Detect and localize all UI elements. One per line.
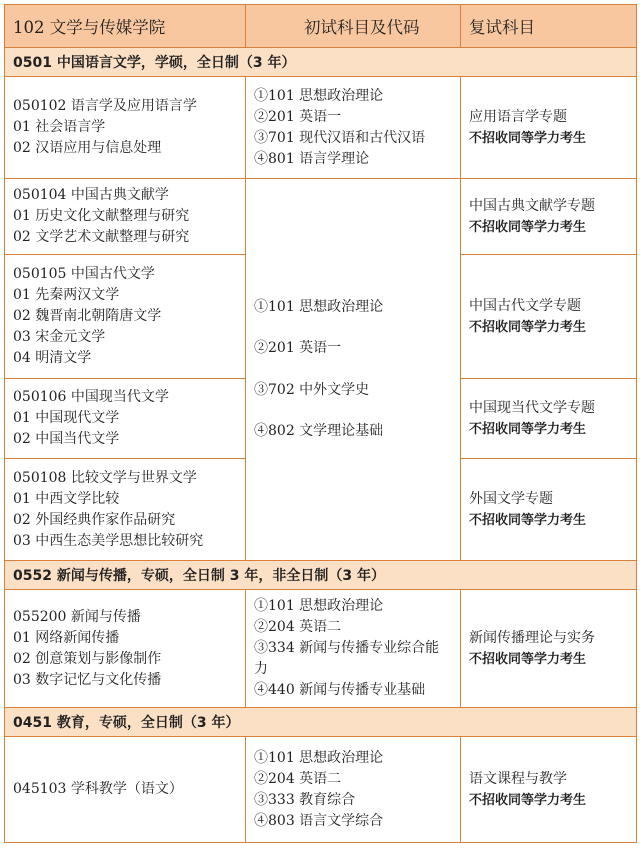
retest-subject: 外国文学专题 — [469, 490, 553, 507]
exam-subject: ③334 新闻与传播专业综合能力 — [254, 640, 440, 677]
retest-subject: 语文课程与教学 — [469, 770, 567, 787]
section-header-0451 — [5, 708, 637, 737]
exam-subject: ④440 新闻与传播专业基础 — [254, 682, 426, 698]
retest-subject: 中国现当代文学专题 — [469, 399, 595, 416]
major-code-name: 050105 中国古代文学 — [13, 266, 155, 282]
table-row — [5, 179, 637, 255]
exam-subject: ①101 思想政治理论 — [254, 598, 384, 614]
retest-subject: 中国古典文献学专题 — [469, 197, 595, 214]
exam-subject: ①101 思想政治理论 — [254, 87, 384, 104]
major-direction: 01 中西文学比较 — [13, 490, 120, 507]
retest-subject: 中国古代文学专题 — [469, 297, 581, 314]
major-direction: 02 中国当代文学 — [13, 431, 120, 447]
no-equivalent-note: 不招收同等学力考生 — [469, 792, 587, 808]
exam-subject: ④802 文学理论基础 — [254, 423, 384, 439]
major-cell — [5, 590, 246, 708]
major-direction: 02 创意策划与影像制作 — [13, 650, 162, 667]
section-title: 0552 新闻与传播，专硕，全日制 3 年，非全日制（3 年） — [5, 561, 637, 590]
exam-subjects-cell — [246, 737, 461, 843]
major-direction: 02 魏晋南北朝隋唐文学 — [13, 308, 162, 324]
exam-subject: ④803 语言文学综合 — [254, 812, 384, 829]
major-code-name: 050106 中国现当代文学 — [13, 389, 169, 405]
admissions-table — [4, 4, 637, 843]
shared-exam-subjects-cell — [246, 179, 461, 561]
major-cell — [5, 459, 246, 561]
retest-cell — [461, 590, 637, 708]
major-cell — [5, 179, 246, 255]
major-direction: 03 中西生态美学思想比较研究 — [13, 532, 204, 549]
header-retest: 复试科目 — [461, 5, 637, 48]
no-equivalent-note: 不招收同等学力考生 — [469, 651, 587, 667]
retest-cell — [461, 737, 637, 843]
exam-subject: ②204 英语二 — [254, 770, 342, 787]
major-code-name: 050102 语言学及应用语言学 — [13, 98, 197, 114]
exam-subjects-cell — [246, 77, 461, 179]
exam-subjects-cell — [246, 590, 461, 708]
retest-subject: 新闻传播理论与实务 — [469, 629, 595, 646]
exam-subject: ②204 英语二 — [254, 619, 342, 635]
retest-cell — [461, 77, 637, 179]
major-direction: 02 汉语应用与信息处理 — [13, 140, 162, 156]
table-row — [5, 77, 637, 179]
exam-subject: ①101 思想政治理论 — [254, 749, 384, 766]
retest-cell — [461, 179, 637, 255]
major-code-name: 050104 中国古典文献学 — [13, 187, 169, 203]
exam-subject: ②201 英语一 — [254, 108, 342, 125]
retest-cell — [461, 459, 637, 561]
exam-subject: ③702 中外文学史 — [254, 381, 370, 398]
major-direction: 01 中国现代文学 — [13, 410, 120, 426]
retest-cell — [461, 379, 637, 459]
major-direction: 01 先秦两汉文学 — [13, 287, 120, 303]
exam-subject: ①101 思想政治理论 — [254, 298, 384, 315]
major-direction: 03 宋金元文学 — [13, 329, 106, 345]
header-school: 102 文学与传媒学院 — [5, 5, 246, 48]
header-initial-exam: 初试科目及代码 — [246, 5, 461, 48]
major-direction: 01 社会语言学 — [13, 119, 106, 135]
no-equivalent-note: 不招收同等学力考生 — [469, 512, 587, 528]
exam-subject: ③333 教育综合 — [254, 791, 356, 808]
section-title: 0451 教育，专硕，全日制（3 年） — [5, 708, 637, 737]
section-header-0501 — [5, 48, 637, 77]
retest-cell — [461, 255, 637, 379]
major-direction: 04 明清文学 — [13, 350, 92, 366]
retest-subject: 应用语言学专题 — [469, 108, 567, 125]
major-code-name: 045103 学科教学（语文） — [13, 781, 183, 797]
major-cell — [5, 255, 246, 379]
major-direction: 03 数字记忆与文化传播 — [13, 671, 162, 688]
major-direction: 01 网络新闻传播 — [13, 629, 120, 646]
header-row — [5, 5, 637, 48]
no-equivalent-note: 不招收同等学力考生 — [469, 421, 587, 437]
major-cell — [5, 77, 246, 179]
exam-subject: ③701 现代汉语和古代汉语 — [254, 129, 426, 146]
no-equivalent-note: 不招收同等学力考生 — [469, 130, 587, 146]
no-equivalent-note: 不招收同等学力考生 — [469, 219, 587, 235]
section-header-0552 — [5, 561, 637, 590]
major-direction: 01 历史文化文献整理与研究 — [13, 208, 190, 224]
no-equivalent-note: 不招收同等学力考生 — [469, 319, 587, 335]
major-cell — [5, 379, 246, 459]
major-direction: 02 文学艺术文献整理与研究 — [13, 229, 190, 245]
table-row — [5, 590, 637, 708]
table-row — [5, 737, 637, 843]
major-cell — [5, 737, 246, 843]
major-code-name: 050108 比较文学与世界文学 — [13, 469, 197, 486]
exam-subject: ②201 英语一 — [254, 340, 342, 356]
major-code-name: 055200 新闻与传播 — [13, 608, 141, 625]
exam-subject: ④801 语言学理论 — [254, 150, 370, 167]
major-direction: 02 外国经典作家作品研究 — [13, 511, 176, 528]
section-title: 0501 中国语言文学，学硕，全日制（3 年） — [5, 48, 637, 77]
